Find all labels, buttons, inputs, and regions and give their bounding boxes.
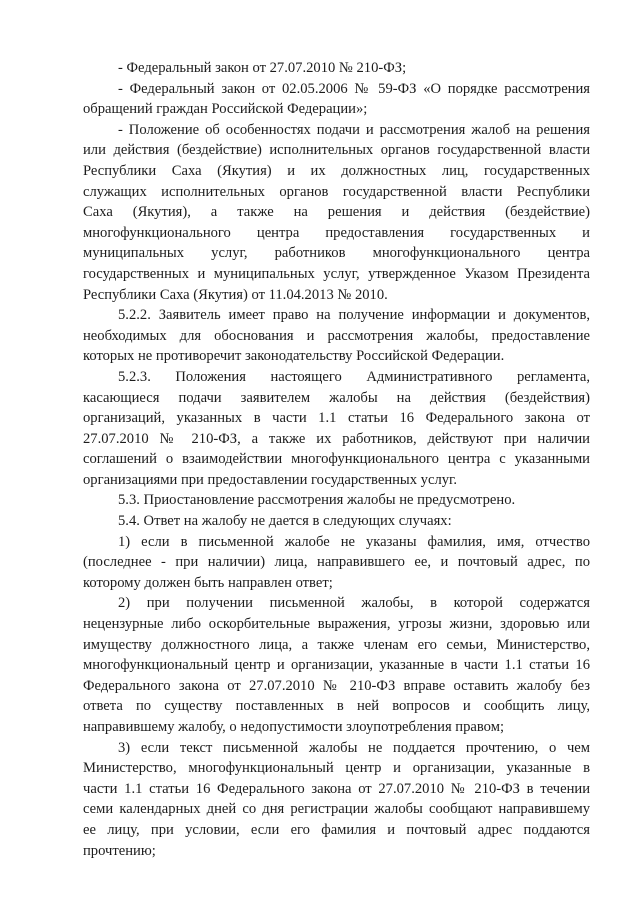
text-line: ее лицу, при условии, если его фамилия и почтовый адрес поддаются: [83, 821, 590, 838]
text-line: Федерального закона от 27.07.2010 № 210-ФЗ вправе оставить жалобу без: [83, 677, 590, 694]
text-line: нецензурные либо оскорбительные выражения, угрозы жизни, здоровью или: [83, 616, 590, 633]
text-line: прочтению;: [83, 842, 156, 859]
text-line: Республики Саха (Якутия) от 11.04.2013 № 2010.: [83, 286, 388, 303]
text-line: - Федеральный закон от 02.05.2006 № 59-ФЗ «О порядке рассмотрения: [118, 80, 590, 97]
text-line: которых не противоречит законодательству Российской Федерации.: [83, 348, 505, 365]
text-line: 27.07.2010 № 210-ФЗ, а также их работников, действуют при наличии: [83, 430, 590, 447]
text-line: 1) если в письменной жалобе не указаны фамилия, имя, отчество: [118, 533, 590, 550]
text-line: 5.2.2. Заявитель имеет право на получение информации и документов,: [118, 307, 590, 324]
text-line: служащих исполнительных органов государственной власти Республики: [83, 183, 590, 200]
text-line: которому должен быть направлен ответ;: [83, 574, 333, 591]
text-line: организациями при предоставлении государственных услуг.: [83, 471, 458, 488]
text-line: соглашений о взаимодействии многофункционального центра с указанными: [83, 451, 590, 468]
document-body: [83, 58, 590, 861]
text-line: семи календарных дней со дня регистрации жалобы сообщают направившему: [83, 801, 590, 818]
text-line: необходимых для обоснования и рассмотрения жалобы, предоставление: [83, 327, 590, 344]
text-line: - Положение об особенностях подачи и рассмотрения жалоб на решения: [118, 121, 590, 138]
text-line: 5.4. Ответ на жалобу не дается в следующих случаях:: [118, 513, 452, 530]
text-line: части 1.1 статьи 16 Федерального закона от 27.07.2010 № 210-ФЗ в течении: [83, 780, 590, 797]
text-line: государственных и муниципальных услуг, утвержденное Указом Президента: [83, 265, 590, 282]
text-line: (последнее - при наличии) лица, направившего ее, и почтовый адрес, по: [83, 554, 590, 571]
text-line: имуществу должностного лица, а также членам его семьи, Министерство,: [83, 636, 590, 653]
text-line: многофункциональный центр и организации, указанные в части 1.1 статьи 16: [83, 657, 590, 674]
text-line: Республики Саха (Якутия) и их должностных лиц, государственных: [83, 162, 590, 179]
text-line: - Федеральный закон от 27.07.2010 № 210-ФЗ;: [118, 60, 407, 76]
text-line: направившему жалобу, о недопустимости злоупотребления правом;: [83, 719, 504, 735]
text-line: 2) при получении письменной жалобы, в которой содержатся: [118, 595, 590, 612]
text-line: Министерство, многофункциональный центр и организации, указанные в: [83, 760, 590, 777]
text-line: организаций, указанных в части 1.1 статьи 16 Федерального закона от: [83, 410, 590, 427]
text-line: муниципальных услуг, работников многофункционального центра: [83, 245, 590, 262]
text-line: касающиеся подачи заявителем жалобы на действия (бездействия): [83, 389, 590, 406]
text-line: 5.2.3. Положения настоящего Административного регламента,: [118, 368, 590, 385]
text-line: 3) если текст письменной жалобы не поддается прочтению, о чем: [118, 739, 590, 756]
text-line: ответа по существу поставленных в ней вопросов и сообщить лицу,: [83, 698, 590, 715]
text-line: 5.3. Приостановление рассмотрения жалобы не предусмотрено.: [118, 492, 516, 509]
text-line: обращений граждан Российской Федерации»;: [83, 101, 368, 118]
text-line: или действия (бездействие) исполнительных органов государственной власти: [83, 142, 590, 159]
text-line: многофункционального центра предоставления государственных и: [83, 224, 590, 241]
text-line: Саха (Якутия), а также на решения и действия (бездействие): [83, 204, 590, 221]
